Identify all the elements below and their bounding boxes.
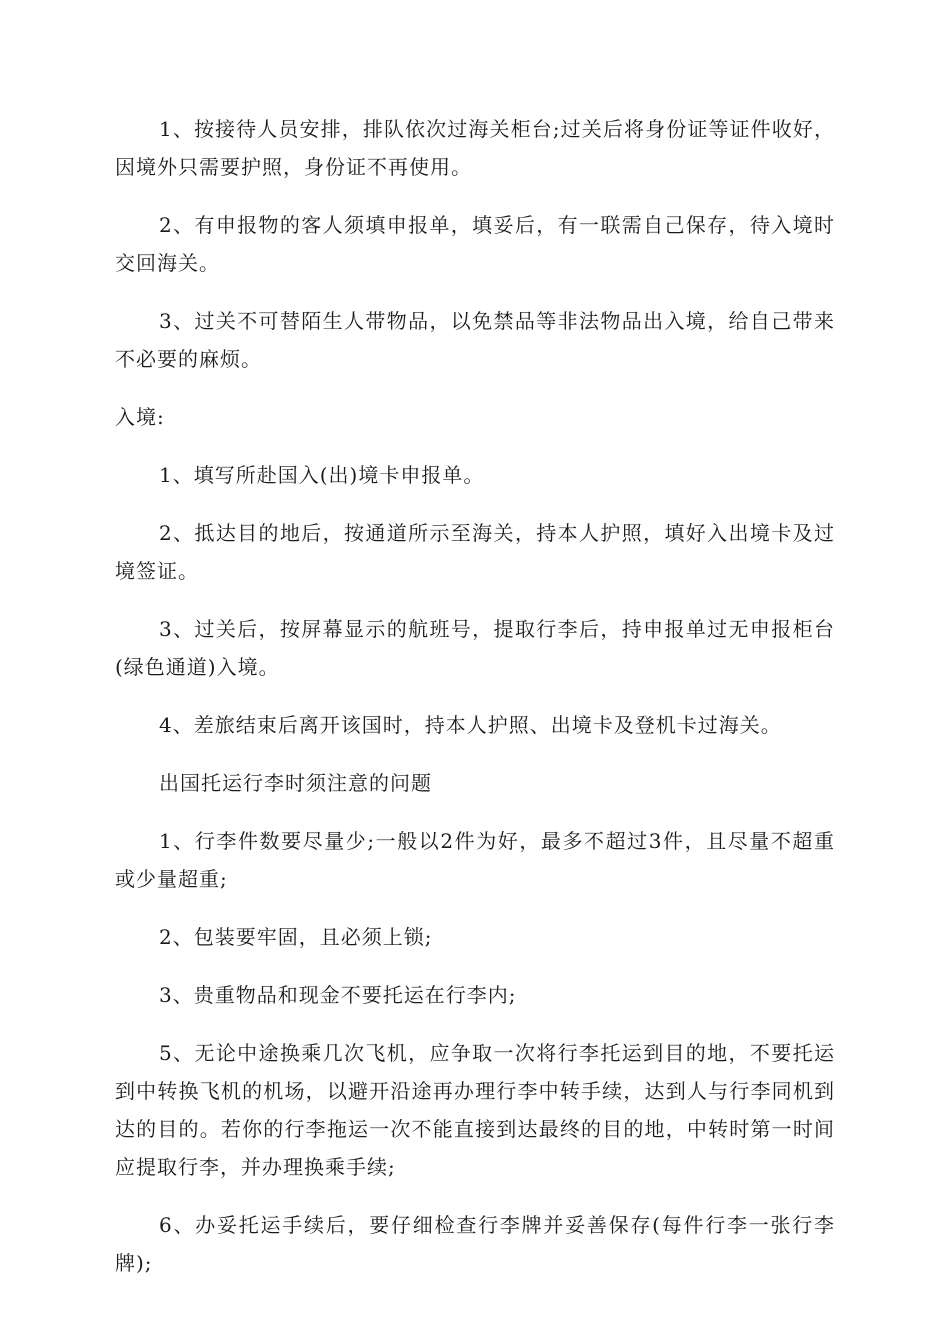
paragraph-luggage-5: 5、无论中途换乘几次飞机，应争取一次将行李托运到目的地，不要托运到中转换飞机的机场，以避开沿途再办理行李中转手续，达到人与行李同机到达的目的。若你的行李拖运一次不能直接到达最终的目的地，中转时第一时间应提取行李，并办理换乘手续; xyxy=(115,1041,835,1179)
section-heading-luggage: 出国托运行李时须注意的问题 xyxy=(159,771,432,795)
paragraph-entry-2: 2、抵达目的地后，按通道所示至海关，持本人护照，填好入出境卡及过境签证。 xyxy=(115,521,835,583)
paragraph-luggage-1: 1、行李件数要尽量少;一般以2件为好，最多不超过3件，且尽量不超重或少量超重; xyxy=(115,829,835,891)
paragraph-exit-1: 1、按接待人员安排，排队依次过海关柜台;过关后将身份证等证件收好，因境外只需要护照，身份证不再使用。 xyxy=(115,117,835,179)
paragraph-exit-3: 3、过关不可替陌生人带物品，以免禁品等非法物品出入境，给自己带来不必要的麻烦。 xyxy=(115,309,835,371)
paragraph-entry-4: 4、差旅结束后离开该国时，持本人护照、出境卡及登机卡过海关。 xyxy=(159,713,782,737)
document-body xyxy=(115,110,835,1302)
paragraph-exit-2: 2、有申报物的客人须填申报单，填妥后，有一联需自己保存，待入境时交回海关。 xyxy=(115,213,835,275)
paragraph-luggage-3: 3、贵重物品和现金不要托运在行李内; xyxy=(159,983,517,1007)
paragraph-luggage-2: 2、包装要牢固，且必须上锁; xyxy=(159,925,433,949)
section-heading-entry: 入境: xyxy=(115,405,165,429)
paragraph-entry-3: 3、过关后，按屏幕显示的航班号，提取行李后，持申报单过无申报柜台(绿色通道)入境。 xyxy=(115,617,835,679)
paragraph-luggage-6: 6、办妥托运手续后，要仔细检查行李牌并妥善保存(每件行李一张行李牌); xyxy=(115,1213,835,1275)
paragraph-entry-1: 1、填写所赴国入(出)境卡申报单。 xyxy=(159,463,485,487)
